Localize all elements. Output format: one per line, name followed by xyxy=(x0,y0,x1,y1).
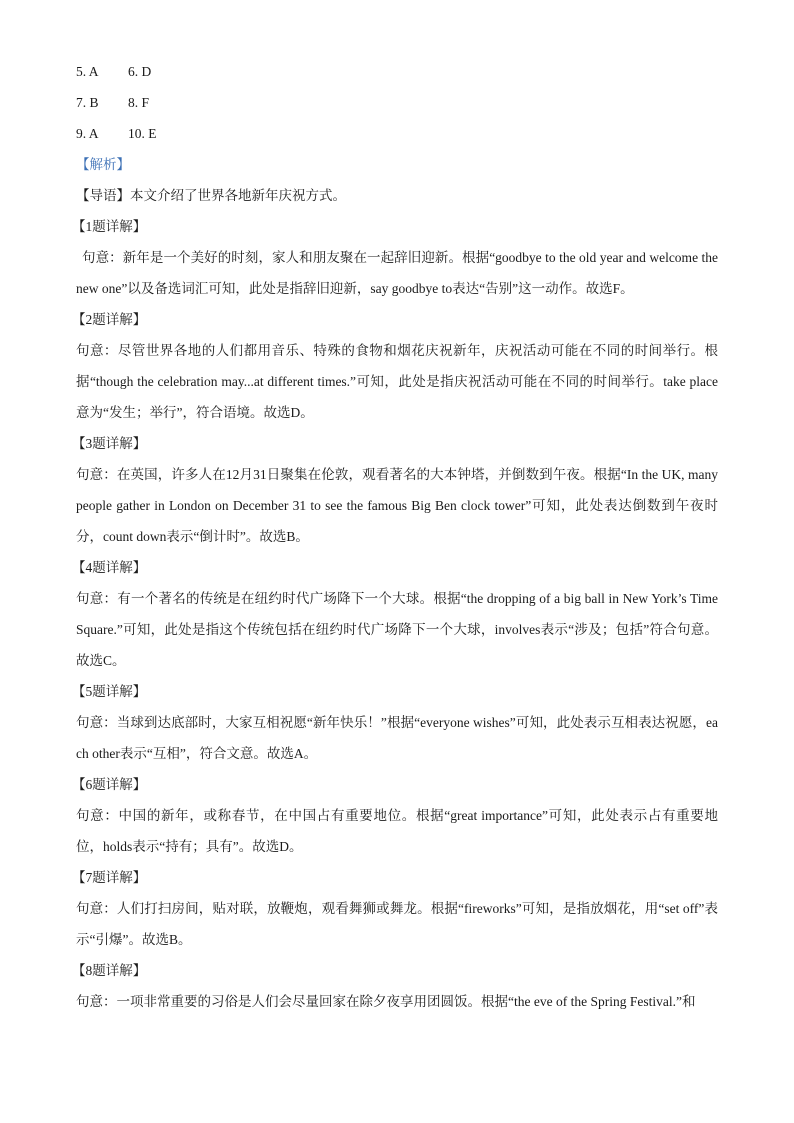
section-8-label: 【8题详解】 xyxy=(72,963,147,978)
document-page xyxy=(72,56,718,1017)
section-5-label: 【5题详解】 xyxy=(72,684,147,699)
answer-9: 9. A xyxy=(76,126,99,141)
section-4-label: 【4题详解】 xyxy=(72,560,147,575)
section-3-text: 句意：在英国，许多人在12月31日聚集在伦敦，观看著名的大本钟塔，并倒数到午夜。根据“In the UK, many people gather in London on December 31 to see the famous Big Ben clock tower”可知，此处表达倒数到午夜时分，count down表示“倒计时”。故选B。 xyxy=(76,467,718,544)
section-3-label: 【3题详解】 xyxy=(72,436,147,451)
section-6-text: 句意：中国的新年，或称春节，在中国占有重要地位。根据“great importance”可知，此处表示占有重要地位，holds表示“持有；具有”。故选D。 xyxy=(76,808,718,854)
answer-8: 8. F xyxy=(128,95,150,110)
intro-paragraph: 【导语】本文介绍了世界各地新年庆祝方式。 xyxy=(76,188,346,203)
section-2-text: 句意：尽管世界各地的人们都用音乐、特殊的食物和烟花庆祝新年，庆祝活动可能在不同的时间举行。根据“though the celebration may...at different times.”可知，此处是指庆祝活动可能在不同的时间举行。take place意为“发生；举行”，符合语境。故选D。 xyxy=(76,343,718,420)
section-4-text: 句意：有一个著名的传统是在纽约时代广场降下一个大球。根据“the dropping of a big ball in New York’s Time Square.”可知，此处是指这个传统包括在纽约时代广场降下一个大球，involves表示“涉及；包括”符合句意。故选C。 xyxy=(76,591,718,668)
answer-row xyxy=(76,118,718,149)
answer-row xyxy=(76,56,718,87)
answer-10: 10. E xyxy=(128,126,157,141)
section-1-label: 【1题详解】 xyxy=(72,219,147,234)
section-1-text: 句意：新年是一个美好的时刻，家人和朋友聚在一起辞旧迎新。根据“goodbye to the old year and welcome the new one”以及备选词汇可知，此处是指辞旧迎新，say goodbye to表达“告别”这一动作。故选F。 xyxy=(76,250,718,296)
section-7-label: 【7题详解】 xyxy=(72,870,147,885)
answer-7: 7. B xyxy=(76,95,99,110)
answer-5: 5. A xyxy=(76,64,99,79)
section-2-label: 【2题详解】 xyxy=(72,312,147,327)
section-6-label: 【6题详解】 xyxy=(72,777,147,792)
answer-row xyxy=(76,87,718,118)
answer-6: 6. D xyxy=(128,64,152,79)
section-7-text: 句意：人们打扫房间，贴对联，放鞭炮，观看舞狮或舞龙。根据“fireworks”可知，是指放烟花，用“set off”表示“引爆”。故选B。 xyxy=(76,901,718,947)
section-5-text: 句意：当球到达底部时，大家互相祝愿“新年快乐！”根据“everyone wishes”可知，此处表示互相表达祝愿，each other表示“互相”，符合文意。故选A。 xyxy=(76,715,718,761)
analysis-heading: 【解析】 xyxy=(76,157,130,172)
answer-key xyxy=(76,56,718,149)
section-8-text: 句意：一项非常重要的习俗是人们会尽量回家在除夕夜享用团圆饭。根据“the eve of the Spring Festival.”和 xyxy=(76,994,696,1009)
